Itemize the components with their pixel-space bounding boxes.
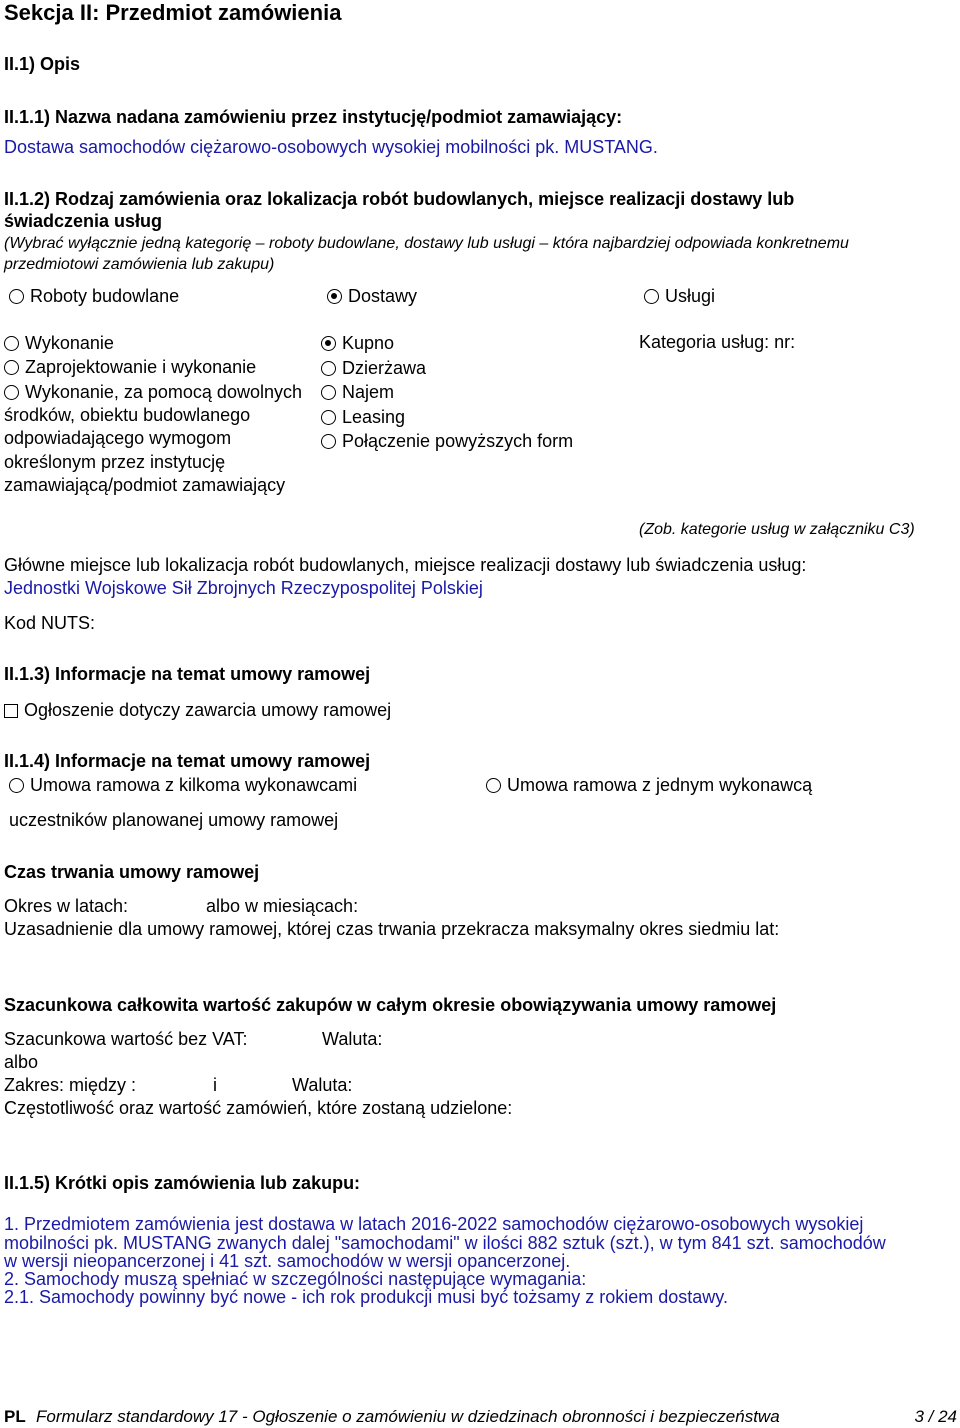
radio-roboty-budowlane[interactable]: [9, 286, 179, 307]
radio-empty-icon: [321, 361, 336, 376]
description-line: w wersji nieopancerzonej i 41 szt. samochodów w wersji opancerzonej.: [4, 1251, 571, 1271]
heading-ii-1-2-cont: świadczenia usług: [4, 211, 163, 231]
nuts-label: Kod NUTS:: [4, 613, 96, 633]
heading-ii-1-1: II.1.1) Nazwa nadana zamówieniu przez instytucję/podmiot zamawiający:: [4, 107, 623, 127]
radio-label: Usługi: [665, 286, 716, 306]
subsection-opis: II.1) Opis: [4, 54, 81, 74]
radio-najem[interactable]: [321, 382, 394, 403]
category-note-cont: przedmiotowi zamówienia lub zakupu): [4, 256, 275, 273]
radio-label: Wykonanie: [25, 333, 114, 353]
works-option-cont: określonym przez instytucję: [4, 452, 226, 472]
radio-label: Umowa ramowa z kilkoma wykonawcami: [30, 775, 358, 795]
years-label: Okres w latach:: [4, 896, 129, 916]
location-value: Jednostki Wojskowe Sił Zbrojnych Rzeczypospolitej Polskiej: [4, 578, 483, 598]
heading-ii-1-5: II.1.5) Krótki opis zamówienia lub zakupu:: [4, 1173, 361, 1193]
radio-selected-icon: [327, 289, 342, 304]
radio-zaprojektowanie[interactable]: [4, 357, 256, 378]
radio-dzierzawa[interactable]: [321, 358, 426, 379]
albo-label: albo: [4, 1052, 39, 1072]
frequency-label: Częstotliwość oraz wartość zamówień, które zostaną udzielone:: [4, 1098, 513, 1118]
section-title: Sekcja II: Przedmiot zamówienia: [4, 0, 342, 25]
works-option-cont: zamawiającą/podmiot zamawiający: [4, 475, 286, 495]
radio-kupno[interactable]: [321, 333, 394, 354]
heading-ii-1-2: II.1.2) Rodzaj zamówienia oraz lokalizacja robót budowlanych, miejsce realizacji dostawy lub: [4, 189, 795, 209]
radio-empty-icon: [9, 289, 24, 304]
checkbox-label: Ogłoszenie dotyczy zawarcia umowy ramowej: [24, 700, 392, 720]
footer-form: Formularz standardowy 17 - Ogłoszenie o zamówieniu w dziedzinach obronności i bezpieczeństwa: [36, 1407, 780, 1426]
radio-polaczenie[interactable]: [321, 431, 573, 452]
range-currency-label: Waluta:: [292, 1075, 353, 1095]
radio-label: Kupno: [342, 333, 395, 353]
radio-selected-icon: [321, 336, 336, 351]
radio-label: Dzierżawa: [342, 358, 427, 378]
participants-label: uczestników planowanej umowy ramowej: [9, 810, 339, 830]
heading-ii-1-4: II.1.4) Informacje na temat umowy ramowej: [4, 751, 371, 771]
radio-label: Umowa ramowa z jednym wykonawcą: [507, 775, 813, 795]
footer-page-number: 3 / 24: [914, 1407, 957, 1426]
justification-label: Uzasadnienie dla umowy ramowej, której czas trwania przekracza maksymalny okres siedmiu lat:: [4, 919, 780, 939]
radio-empty-icon: [4, 385, 19, 400]
value-label: Szacunkowa wartość bez VAT:: [4, 1029, 248, 1049]
radio-uslugi[interactable]: [644, 286, 715, 307]
service-category-note: (Zob. kategorie usług w załączniku C3): [639, 521, 915, 538]
works-option-cont: odpowiadającego wymogom: [4, 428, 232, 448]
contract-name-value: Dostawa samochodów ciężarowo-osobowych wysokiej mobilności pk. MUSTANG.: [4, 137, 658, 157]
range-and: i: [213, 1075, 217, 1095]
range-label: Zakres: między :: [4, 1075, 137, 1095]
radio-leasing[interactable]: [321, 407, 405, 428]
radio-empty-icon: [644, 289, 659, 304]
radio-label: Roboty budowlane: [30, 286, 180, 306]
radio-label: Leasing: [342, 407, 406, 427]
radio-label: Zaprojektowanie i wykonanie: [25, 357, 257, 377]
duration-heading: Czas trwania umowy ramowej: [4, 862, 260, 882]
location-label: Główne miejsce lub lokalizacja robót budowlanych, miejsce realizacji dostawy lub świadczenia usług:: [4, 555, 807, 575]
radio-empty-icon: [321, 410, 336, 425]
works-option-cont: środków, obiektu budowlanego: [4, 405, 251, 425]
description-line: 1. Przedmiotem zamówienia jest dostawa w latach 2016-2022 samochodów ciężarowo-osobowych wysokiej: [4, 1214, 864, 1234]
value-heading: Szacunkowa całkowita wartość zakupów w całym okresie obowiązywania umowy ramowej: [4, 995, 777, 1015]
radio-label: Wykonanie, za pomocą dowolnych: [25, 382, 302, 402]
radio-wykonanie[interactable]: [4, 333, 114, 354]
category-note: (Wybrać wyłącznie jedną kategorię – roboty budowlane, dostawy lub usługi – która najbardziej odpowiada konkretnemu: [4, 235, 849, 252]
radio-empty-icon: [321, 385, 336, 400]
radio-wykonanie-dowolne[interactable]: [4, 382, 302, 403]
radio-empty-icon: [321, 434, 336, 449]
heading-ii-1-3: II.1.3) Informacje na temat umowy ramowej: [4, 664, 371, 684]
description-line: 2.1. Samochody powinny być nowe - ich rok produkcji musi być tożsamy z rokiem dostawy.: [4, 1287, 728, 1307]
radio-dostawy[interactable]: [327, 286, 417, 307]
radio-label: Najem: [342, 382, 395, 402]
radio-framework-multi[interactable]: [9, 775, 357, 796]
service-category-label: Kategoria usług: nr:: [639, 332, 796, 352]
checkbox-framework[interactable]: [4, 700, 391, 721]
checkbox-empty-icon: [4, 704, 18, 718]
footer-lang: PL: [4, 1407, 26, 1426]
radio-empty-icon: [486, 778, 501, 793]
radio-label: Dostawy: [348, 286, 418, 306]
description-line: 2. Samochody muszą spełniać w szczególności następujące wymagania:: [4, 1269, 587, 1289]
currency-label: Waluta:: [322, 1029, 383, 1049]
description-line: mobilności pk. MUSTANG zwanych dalej "samochodami" w ilości 882 sztuk (szt.), w tym 841 szt. samochodów: [4, 1233, 886, 1253]
radio-empty-icon: [4, 360, 19, 375]
radio-label: Połączenie powyższych form: [342, 431, 574, 451]
radio-empty-icon: [4, 336, 19, 351]
radio-framework-single[interactable]: [486, 775, 812, 796]
radio-empty-icon: [9, 778, 24, 793]
months-label: albo w miesiącach:: [206, 896, 359, 916]
